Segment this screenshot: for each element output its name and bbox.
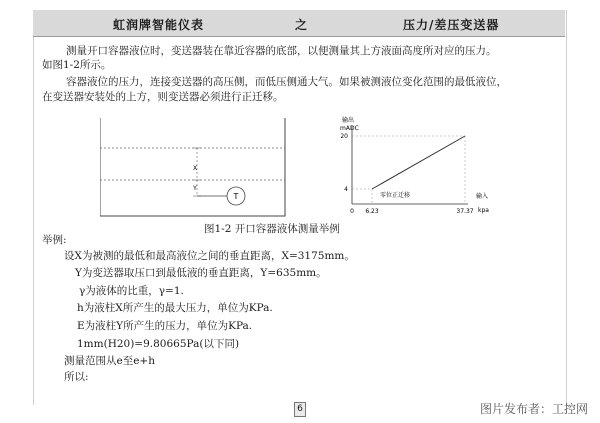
container-diagram xyxy=(100,118,290,218)
output-input-graph xyxy=(330,112,505,218)
example-line: E为液柱Y所产生的压力，单位为KPa. xyxy=(77,320,253,332)
page-number: 6 xyxy=(294,402,306,417)
figure-caption: 图1-2 开口容器液体测量举例 xyxy=(204,223,340,235)
example-line: 1mm(H20)=9.80665Pa(以下同) xyxy=(77,338,240,350)
x-axis-label: 输入 xyxy=(476,193,489,200)
x-axis-unit: kpa xyxy=(478,207,489,214)
example-line: γ为液体的比重，γ=1. xyxy=(79,285,184,297)
y-tick-4: 4 xyxy=(344,186,348,193)
paragraph-2-line-2: 在变送器安装处的上方，则变送器必须进行正迁移。 xyxy=(42,91,284,103)
x-tick-6-23: 6.23 xyxy=(365,208,379,215)
header-brand: 虹润牌智能仪表 xyxy=(113,18,205,32)
page-header xyxy=(33,10,565,37)
example-line: 所以: xyxy=(64,371,89,383)
example-line: Y为变送器取压口到最低液的垂直距离，Y=635mm。 xyxy=(75,267,327,279)
x-tick-0: 0 xyxy=(350,208,354,215)
output-line xyxy=(372,136,465,189)
example-line: 设X为被测的最低和最高液位之间的垂直距离，X=3175mm。 xyxy=(64,250,355,262)
y-axis-label: 输出 xyxy=(342,117,355,124)
header-topic: 压力/差压变送器 xyxy=(403,18,500,32)
example-line: 测量范围从e至e+h xyxy=(64,355,155,367)
zero-shift-annotation: 零位正迁移 xyxy=(380,192,411,199)
label-y: Y xyxy=(193,185,197,192)
example-heading: 举例: xyxy=(42,234,67,246)
label-x: X xyxy=(192,165,198,172)
x-tick-37-37: 37.37 xyxy=(456,208,474,215)
watermark: 图片发布者：工控网 xyxy=(479,402,588,416)
y-axis-unit: mADC xyxy=(340,125,359,132)
paragraph-2-line-1: 容器液位的压力，连接变送器的高压侧，而低压侧通大气。如果被测液位变化范围的最低液位， xyxy=(66,76,507,88)
y-tick-20: 20 xyxy=(340,133,348,140)
label-t: T xyxy=(233,192,239,201)
header-connector: 之 xyxy=(295,18,308,32)
example-line: h为液柱X所产生的最大压力，单位为KPa. xyxy=(77,302,273,314)
paragraph-1-line-2: 如图1-2所示。 xyxy=(42,59,112,71)
paragraph-1-line-1: 测量开口容器液位时，变送器装在靠近容器的底部，以便测量其上方液面高度所对应的压力。 xyxy=(66,45,497,57)
